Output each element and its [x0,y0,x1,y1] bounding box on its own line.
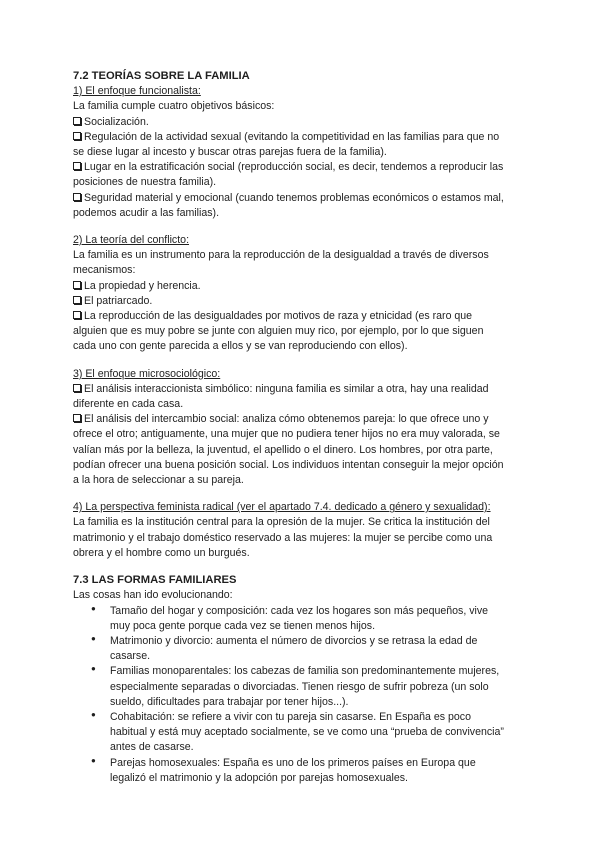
list-item: El análisis interaccionista simbólico: ninguna familia es similar a otra, hay una realidad diferente en cada casa. [73,382,489,411]
checkbox-bullet-icon [73,162,81,170]
list-item: Seguridad material y emocional (cuando tenemos problemas económicos o estamos mal, podemos acudir a las familias). [73,191,504,219]
checkbox-list [73,115,550,221]
paragraph: La familia cumple cuatro objetivos básicos: [73,100,275,113]
checkbox-list [73,279,550,355]
paragraph: mecanismos: [73,264,136,277]
subheading-feminista: 4) La perspectiva feminista radical (ver el apartado 7.4. dedicado a género y sexualidad): [73,501,491,514]
subheading-funcionalista: 1) El enfoque funcionalista: [73,85,201,98]
list-item: Socialización. [73,115,550,130]
section-title-7-3: 7.3 LAS FORMAS FAMILIARES [73,574,237,587]
subheading-microsociologico: 3) El enfoque microsociológico: [73,367,221,380]
checkbox-list [73,382,550,488]
checkbox-bullet-icon [73,296,81,304]
checkbox-bullet-icon [73,311,81,319]
checkbox-bullet-icon [73,117,81,125]
list-item: La propiedad y herencia. [73,279,550,294]
list-item: ● Parejas homosexuales: España es uno de los primeros países en Europa que legalizó el matrimonio y la adopción por parejas homosexuales. [73,756,550,786]
section-title-7-2: 7.2 TEORÍAS SOBRE LA FAMILIA [73,70,250,82]
subheading-conflicto: 2) La teoría del conflicto: [73,234,190,247]
paragraph: Las cosas han ido evolucionando: [73,589,233,602]
checkbox-bullet-icon [73,193,81,201]
checkbox-bullet-icon [73,281,81,289]
list-item: ● Tamaño del hogar y composición: cada vez los hogares son más pequeños, vive muy poca gente porque cada vez se tienen menos hijos. [73,604,550,634]
checkbox-bullet-icon [73,132,81,140]
list-item: Lugar en la estratificación social (reproducción social, es decir, tendemos a reproducir las posiciones de nuestra familia). [73,161,504,189]
list-item: ● Cohabitación: se refiere a vivir con tu pareja sin casarse. En España es poco habitual y está muy aceptado socialmente, se ve como una “prueba de convivencia” antes de casarse. [73,710,550,756]
paragraph: La familia es la institución central para la opresión de la mujer. Se critica la institución del matrimonio y el trabajo doméstico reservado a las mujeres: la mujer se percibe como una obrera y el hombre como un burgués. [73,516,493,559]
checkbox-bullet-icon [73,384,81,392]
list-item: La reproducción de las desigualdades por motivos de raza y etnicidad (es raro que alguien que es muy pobre se junte con alguien muy rico, por ejemplo, por lo que siguen cada uno con gente parecida a ellos y se van reproduciendo con ellos). [73,310,484,353]
checkbox-bullet-icon [73,414,81,422]
list-item: ● Familias monoparentales: los cabezas de familia son predominantemente mujeres, especialmente separadas o divorciadas. Tienen riesgo de sufrir pobreza (un solo sueldo, dificultades para trabajar por tener hijos...). [73,664,550,710]
list-item: Regulación de la actividad sexual (evitando la competitividad en las familias para que no se diese lugar al incesto y buscar otras parejas fuera de la familia). [73,130,500,159]
list-item: ● Matrimonio y divorcio: aumenta el número de divorcios y se retrasa la edad de casarse. [73,634,550,664]
list-item: El patriarcado. [73,294,550,309]
list-item: El análisis del intercambio social: analiza cómo obtenemos pareja: lo que ofrece uno y ofrece el otro; antiguamente, una mujer que no pudiera tener hijos no era muy valorada, se valían más por la belleza, la juventud, el apellido o el dinero. Los hombres, por otra parte, podían ofrecer una buena posición social. Los individuos intentan conseguir la mejor opción a la hora de seleccionar a su pareja. [73,413,504,487]
bullet-list [73,604,550,786]
paragraph: La familia es un instrumento para la reproducción de la desigualdad a través de diversos [73,249,489,262]
